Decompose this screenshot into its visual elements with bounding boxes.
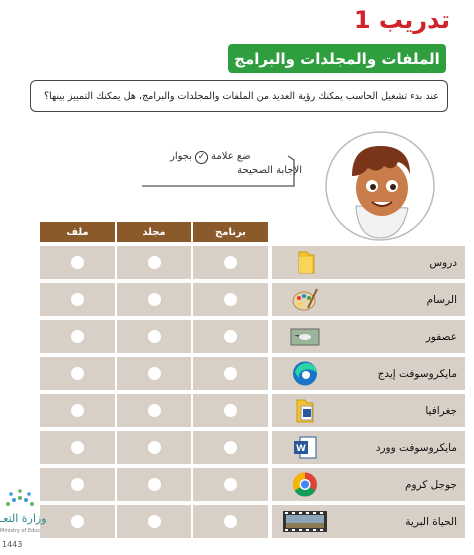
exercise-title: تدريب 1: [353, 6, 450, 34]
row-label-cell: [272, 283, 465, 316]
option-folder-cell[interactable]: [117, 505, 191, 538]
classification-table: [40, 222, 465, 528]
radio-program[interactable]: [224, 404, 237, 417]
row-label-cell: [272, 246, 465, 279]
check-mark-icon: ✓: [195, 151, 208, 164]
option-program-cell[interactable]: [193, 283, 268, 316]
option-file-cell[interactable]: [40, 246, 115, 279]
row-label: عصفور: [425, 330, 457, 343]
radio-file[interactable]: [71, 441, 84, 454]
option-folder-cell[interactable]: [117, 468, 191, 501]
column-header-file: ملف: [40, 222, 115, 242]
wildlife-video-icon: [282, 508, 328, 535]
radio-folder[interactable]: [148, 256, 161, 269]
row-label-cell: [272, 431, 465, 464]
option-program-cell[interactable]: [193, 505, 268, 538]
radio-file[interactable]: [71, 367, 84, 380]
section-title-bar: الملفات والمجلدات والبرامج: [228, 44, 446, 73]
table-row: [40, 394, 465, 427]
radio-folder[interactable]: [148, 478, 161, 491]
instruction-text-1b: بجوار: [170, 151, 193, 162]
radio-file[interactable]: [71, 330, 84, 343]
radio-folder[interactable]: [148, 515, 161, 528]
radio-program[interactable]: [224, 441, 237, 454]
radio-file[interactable]: [71, 404, 84, 417]
ministry-name-en: Ministry of Educ: [0, 528, 41, 534]
row-label: الرسام: [426, 293, 457, 306]
paint-palette-icon: [290, 286, 320, 313]
option-program-cell[interactable]: [193, 468, 268, 501]
option-program-cell[interactable]: [193, 394, 268, 427]
ministry-name: وزارة التعـ: [0, 512, 47, 525]
instruction-text-2: الإجابة الصحيحة: [237, 165, 302, 176]
row-label: مايكروسوفت إيدج: [377, 367, 457, 380]
radio-file[interactable]: [71, 293, 84, 306]
ministry-emblem-icon: [0, 484, 40, 512]
option-folder-cell[interactable]: [117, 357, 191, 390]
radio-folder[interactable]: [148, 441, 161, 454]
option-folder-cell[interactable]: [117, 283, 191, 316]
radio-program[interactable]: [224, 293, 237, 306]
option-file-cell[interactable]: [40, 431, 115, 464]
option-folder-cell[interactable]: [117, 320, 191, 353]
ministry-year: 1443: [2, 540, 23, 549]
table-row: [40, 431, 465, 464]
column-header-folder: مجلد: [117, 222, 191, 242]
bird-photo-icon: [290, 323, 320, 350]
radio-file[interactable]: [71, 478, 84, 491]
radio-folder[interactable]: [148, 330, 161, 343]
option-program-cell[interactable]: [193, 320, 268, 353]
question-text: عند بدء تشغيل الحاسب يمكنك رؤية العديد من الملفات والمجلدات والبرامج، هل يمكنك التمييز بينها؟: [43, 90, 439, 102]
radio-folder[interactable]: [148, 367, 161, 380]
ministry-logo: [0, 484, 47, 555]
folder-icon: [290, 249, 320, 276]
radio-program[interactable]: [224, 256, 237, 269]
row-label-cell: [272, 394, 465, 427]
option-file-cell[interactable]: [40, 283, 115, 316]
radio-program[interactable]: [224, 330, 237, 343]
instruction-note: [170, 150, 302, 186]
option-file-cell[interactable]: [40, 468, 115, 501]
row-label: مايكروسوفت وورد: [375, 441, 457, 454]
svg-text:W: W: [296, 444, 306, 454]
radio-program[interactable]: [224, 515, 237, 528]
radio-folder[interactable]: [148, 404, 161, 417]
table-row: [40, 283, 465, 316]
option-file-cell[interactable]: [40, 357, 115, 390]
table-row: [40, 357, 465, 390]
option-folder-cell[interactable]: [117, 431, 191, 464]
word-app-icon: [290, 434, 320, 461]
option-program-cell[interactable]: [193, 431, 268, 464]
row-label: جوجل كروم: [404, 478, 457, 491]
edge-browser-icon: [290, 360, 320, 387]
chrome-browser-icon: [290, 471, 320, 498]
row-label-cell: [272, 505, 465, 538]
row-label-cell: [272, 320, 465, 353]
row-label: الحياة البرية: [405, 515, 457, 528]
question-box: [30, 80, 448, 112]
radio-program[interactable]: [224, 367, 237, 380]
word-document-folder-icon: [290, 397, 320, 424]
radio-program[interactable]: [224, 478, 237, 491]
option-file-cell[interactable]: [40, 320, 115, 353]
option-program-cell[interactable]: [193, 246, 268, 279]
radio-file[interactable]: [71, 515, 84, 528]
option-program-cell[interactable]: [193, 357, 268, 390]
row-label-cell: [272, 357, 465, 390]
table-header-row: [40, 222, 465, 242]
row-label: دروس: [429, 256, 457, 269]
table-row: [40, 505, 465, 538]
radio-file[interactable]: [71, 256, 84, 269]
row-label: جغرافيا: [425, 404, 457, 417]
radio-folder[interactable]: [148, 293, 161, 306]
instruction-text-1: ضع علامة: [211, 151, 251, 162]
table-row: [40, 320, 465, 353]
option-file-cell[interactable]: [40, 505, 115, 538]
column-header-program: برنامج: [193, 222, 268, 242]
table-row: [40, 246, 465, 279]
row-label-cell: [272, 468, 465, 501]
option-file-cell[interactable]: [40, 394, 115, 427]
option-folder-cell[interactable]: [117, 394, 191, 427]
option-folder-cell[interactable]: [117, 246, 191, 279]
table-row: [40, 468, 465, 501]
